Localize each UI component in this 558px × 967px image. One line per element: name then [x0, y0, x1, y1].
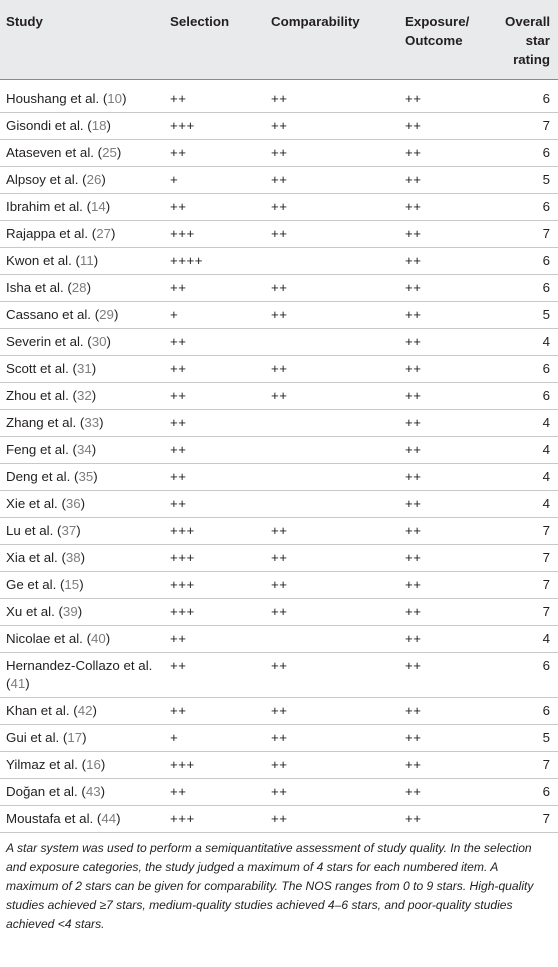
comparability-stars — [265, 464, 399, 491]
overall-rating: 6 — [499, 698, 558, 725]
comparability-stars: ++ — [265, 383, 399, 410]
table-row — [0, 599, 558, 626]
ref-paren-open: ( — [59, 730, 68, 745]
comparability-stars: ++ — [265, 194, 399, 221]
comparability-stars — [265, 626, 399, 653]
ref-paren-open: ( — [88, 226, 97, 241]
ref-paren-open: ( — [82, 199, 91, 214]
study-name: Moustafa et al. — [6, 811, 94, 826]
selection-stars: ++ — [164, 410, 265, 437]
overall-rating: 7 — [499, 545, 558, 572]
ref-paren-close: ) — [91, 361, 97, 376]
table-row — [0, 302, 558, 329]
study-cell — [0, 194, 164, 221]
overall-rating: 7 — [499, 518, 558, 545]
reference-link[interactable]: 33 — [84, 415, 100, 430]
ref-paren-open: ( — [78, 172, 87, 187]
table-row — [0, 626, 558, 653]
comparability-stars: ++ — [265, 725, 399, 752]
overall-rating: 7 — [499, 113, 558, 140]
ref-paren-close: ) — [77, 604, 83, 619]
exposure-outcome-stars: ++ — [399, 725, 499, 752]
study-cell — [0, 626, 164, 653]
reference-link[interactable]: 29 — [99, 307, 114, 322]
selection-stars: +++ — [164, 752, 265, 779]
selection-stars: ++ — [164, 464, 265, 491]
comparability-stars: ++ — [265, 698, 399, 725]
reference-link[interactable]: 27 — [96, 226, 111, 241]
selection-stars: ++ — [164, 329, 265, 356]
selection-stars: +++ — [164, 806, 265, 833]
overall-rating: 5 — [499, 725, 558, 752]
exposure-outcome-stars: ++ — [399, 437, 499, 464]
study-cell — [0, 464, 164, 491]
ref-paren-open: ( — [57, 550, 66, 565]
ref-paren-close: ) — [79, 577, 84, 592]
ref-paren-open: ( — [77, 757, 87, 772]
comparability-stars: ++ — [265, 779, 399, 806]
ref-paren-close: ) — [116, 145, 122, 160]
study-cell — [0, 275, 164, 302]
exposure-outcome-stars: ++ — [399, 545, 499, 572]
selection-stars: + — [164, 302, 265, 329]
exposure-outcome-stars: ++ — [399, 302, 499, 329]
ref-paren-open: ( — [91, 307, 100, 322]
reference-link[interactable]: 35 — [78, 469, 94, 484]
selection-stars: +++ — [164, 518, 265, 545]
table-row — [0, 221, 558, 248]
exposure-outcome-stars: ++ — [399, 806, 499, 833]
ref-paren-open: ( — [54, 604, 63, 619]
ref-paren-open: ( — [71, 253, 80, 268]
table-row — [0, 329, 558, 356]
selection-stars: ++ — [164, 653, 265, 698]
ref-paren-close: ) — [91, 388, 97, 403]
comparability-stars: ++ — [265, 518, 399, 545]
table-row — [0, 410, 558, 437]
reference-link[interactable]: 10 — [107, 91, 123, 106]
study-name: Zhang et al. — [6, 415, 77, 430]
ref-paren-open: ( — [63, 280, 72, 295]
study-cell — [0, 725, 164, 752]
reference-link[interactable]: 26 — [86, 172, 102, 187]
selection-stars: ++ — [164, 383, 265, 410]
exposure-outcome-stars: ++ — [399, 752, 499, 779]
ref-paren-close: ) — [76, 523, 81, 538]
reference-link[interactable]: 37 — [61, 523, 77, 538]
comparability-stars: ++ — [265, 275, 399, 302]
exposure-outcome-stars: ++ — [399, 167, 499, 194]
table-row — [0, 806, 558, 833]
comparability-stars: ++ — [265, 80, 399, 113]
selection-stars: ++ — [164, 275, 265, 302]
reference-link[interactable]: 43 — [85, 784, 101, 799]
study-name: Ge et al. — [6, 577, 57, 592]
ref-paren-open: ( — [83, 118, 92, 133]
exposure-outcome-stars: ++ — [399, 248, 499, 275]
study-cell — [0, 248, 164, 275]
selection-stars: +++ — [164, 572, 265, 599]
study-name: Scott et al. — [6, 361, 69, 376]
selection-stars: ++ — [164, 140, 265, 167]
study-name: Xie et al. — [6, 496, 58, 511]
reference-link[interactable]: 44 — [101, 811, 117, 826]
selection-stars: + — [164, 725, 265, 752]
study-cell — [0, 140, 164, 167]
study-cell — [0, 113, 164, 140]
ref-paren-close: ) — [82, 730, 87, 745]
comparability-stars: ++ — [265, 806, 399, 833]
table-row — [0, 140, 558, 167]
comparability-stars: ++ — [265, 221, 399, 248]
overall-rating: 6 — [499, 383, 558, 410]
reference-link[interactable]: 32 — [76, 388, 92, 403]
exposure-outcome-stars: ++ — [399, 653, 499, 698]
study-name: Yilmaz et al. — [6, 757, 78, 772]
selection-stars: +++ — [164, 221, 265, 248]
ref-paren-close: ) — [110, 226, 116, 241]
exposure-outcome-stars: ++ — [399, 464, 499, 491]
ref-paren-open: ( — [57, 496, 66, 511]
reference-link[interactable]: 36 — [65, 496, 81, 511]
comparability-stars: ++ — [265, 302, 399, 329]
selection-stars: ++ — [164, 356, 265, 383]
study-name: Cassano et al. — [6, 307, 92, 322]
overall-rating: 4 — [499, 437, 558, 464]
study-name: Deng et al. — [6, 469, 71, 484]
ref-paren-close: ) — [116, 811, 121, 826]
overall-rating: 6 — [499, 653, 558, 698]
ref-paren-close: ) — [122, 91, 127, 106]
comparability-stars: ++ — [265, 599, 399, 626]
overall-rating: 4 — [499, 491, 558, 518]
ref-paren-close: ) — [80, 496, 86, 511]
header-overall-rating: Overall star rating — [499, 0, 558, 80]
exposure-outcome-stars: ++ — [399, 572, 499, 599]
reference-link[interactable]: 38 — [65, 550, 81, 565]
overall-rating: 7 — [499, 599, 558, 626]
header-row — [0, 0, 558, 80]
table-row — [0, 752, 558, 779]
overall-rating: 5 — [499, 302, 558, 329]
comparability-stars: ++ — [265, 572, 399, 599]
ref-paren-close: ) — [86, 280, 92, 295]
selection-stars: ++ — [164, 437, 265, 464]
ref-paren-close: ) — [99, 415, 104, 430]
reference-link[interactable]: 39 — [62, 604, 78, 619]
comparability-stars: ++ — [265, 545, 399, 572]
table-row — [0, 572, 558, 599]
exposure-outcome-stars: ++ — [399, 113, 499, 140]
ref-paren-close: ) — [91, 442, 97, 457]
study-cell — [0, 806, 164, 833]
reference-link[interactable]: 17 — [67, 730, 83, 745]
exposure-outcome-stars: ++ — [399, 491, 499, 518]
study-cell — [0, 491, 164, 518]
reference-link[interactable]: 18 — [91, 118, 107, 133]
ref-paren-open: ( — [83, 334, 92, 349]
study-name: Houshang et al. — [6, 91, 100, 106]
exposure-outcome-stars: ++ — [399, 80, 499, 113]
overall-rating: 7 — [499, 752, 558, 779]
ref-paren-close: ) — [93, 253, 99, 268]
study-cell — [0, 779, 164, 806]
table-row — [0, 356, 558, 383]
study-cell — [0, 302, 164, 329]
ref-paren-open: ( — [93, 811, 102, 826]
study-name: Alpsoy et al. — [6, 172, 79, 187]
ref-paren-close: ) — [106, 334, 111, 349]
exposure-outcome-stars: ++ — [399, 194, 499, 221]
selection-stars: ++ — [164, 698, 265, 725]
ref-paren-open: ( — [93, 145, 103, 160]
comparability-stars — [265, 329, 399, 356]
table-row — [0, 194, 558, 221]
ref-paren-open: ( — [6, 676, 11, 691]
ref-paren-open: ( — [99, 91, 108, 106]
ref-paren-close: ) — [92, 703, 97, 718]
reference-link[interactable]: 42 — [77, 703, 93, 718]
comparability-stars: ++ — [265, 113, 399, 140]
overall-rating: 6 — [499, 80, 558, 113]
study-cell — [0, 698, 164, 725]
study-name: Xia et al. — [6, 550, 58, 565]
exposure-outcome-stars: ++ — [399, 626, 499, 653]
table-row — [0, 383, 558, 410]
comparability-stars — [265, 491, 399, 518]
exposure-outcome-stars: ++ — [399, 356, 499, 383]
selection-stars: ++ — [164, 194, 265, 221]
table-row — [0, 80, 558, 113]
selection-stars: ++ — [164, 491, 265, 518]
exposure-outcome-stars: ++ — [399, 698, 499, 725]
study-name: Zhou et al. — [6, 388, 69, 403]
selection-stars: +++ — [164, 545, 265, 572]
study-cell — [0, 752, 164, 779]
exposure-outcome-stars: ++ — [399, 329, 499, 356]
reference-link[interactable]: 16 — [86, 757, 101, 772]
exposure-outcome-stars: ++ — [399, 779, 499, 806]
overall-rating: 6 — [499, 275, 558, 302]
reference-link[interactable]: 40 — [91, 631, 106, 646]
ref-paren-open: ( — [77, 784, 86, 799]
study-name: Severin et al. — [6, 334, 84, 349]
selection-stars: +++ — [164, 599, 265, 626]
ref-paren-close: ) — [93, 469, 98, 484]
table-row — [0, 653, 558, 698]
study-name: Gui et al. — [6, 730, 60, 745]
study-cell — [0, 545, 164, 572]
header-exposure-outcome: Exposure/ Outcome — [399, 0, 499, 80]
ref-paren-close: ) — [25, 676, 30, 691]
table-footnote: A star system was used to perform a semiquantitative assessment of study quality. In the selection and exposure categories, the study judged a maximum of 4 stars for each numbered item. A maximum of 2 stars can be given for comparability. The NOS ranges from 0 to 9 stars. High-quality studies achieved ≥7 stars, medium-quality studies achieved 4–6 stars, and poor-quality studies achieved <4 stars. — [6, 841, 534, 931]
reference-link[interactable]: 25 — [102, 145, 117, 160]
study-name: Xu et al. — [6, 604, 55, 619]
selection-stars: + — [164, 167, 265, 194]
ref-paren-open: ( — [68, 361, 77, 376]
selection-stars: ++ — [164, 80, 265, 113]
header-comparability: Comparability — [265, 0, 399, 80]
table-row — [0, 248, 558, 275]
comparability-stars: ++ — [265, 653, 399, 698]
reference-link[interactable]: 11 — [79, 253, 94, 268]
exposure-outcome-stars: ++ — [399, 599, 499, 626]
selection-stars: ++ — [164, 779, 265, 806]
reference-link[interactable]: 31 — [76, 361, 92, 376]
overall-rating: 6 — [499, 779, 558, 806]
study-cell — [0, 221, 164, 248]
table-row — [0, 167, 558, 194]
table-row — [0, 275, 558, 302]
exposure-outcome-stars: ++ — [399, 410, 499, 437]
study-cell — [0, 572, 164, 599]
selection-stars: ++++ — [164, 248, 265, 275]
overall-rating: 4 — [499, 410, 558, 437]
table-row — [0, 545, 558, 572]
overall-rating: 7 — [499, 572, 558, 599]
ref-paren-open: ( — [68, 388, 77, 403]
study-name: Lu et al. — [6, 523, 54, 538]
reference-link[interactable]: 30 — [91, 334, 107, 349]
table-row — [0, 725, 558, 752]
comparability-stars — [265, 248, 399, 275]
selection-stars: ++ — [164, 626, 265, 653]
study-cell — [0, 383, 164, 410]
overall-rating: 6 — [499, 248, 558, 275]
ref-paren-open: ( — [53, 523, 62, 538]
ref-paren-open: ( — [82, 631, 91, 646]
overall-rating: 6 — [499, 140, 558, 167]
exposure-outcome-stars: ++ — [399, 221, 499, 248]
comparability-stars: ++ — [265, 752, 399, 779]
table-row — [0, 113, 558, 140]
table-row — [0, 698, 558, 725]
study-name: Feng et al. — [6, 442, 69, 457]
ref-paren-close: ) — [80, 550, 86, 565]
ref-paren-open: ( — [68, 442, 77, 457]
comparability-stars: ++ — [265, 356, 399, 383]
overall-rating: 7 — [499, 806, 558, 833]
study-name: Isha et al. — [6, 280, 64, 295]
study-name: Ataseven et al. — [6, 145, 94, 160]
table-row — [0, 437, 558, 464]
table-row — [0, 518, 558, 545]
overall-rating: 4 — [499, 626, 558, 653]
ref-paren-close: ) — [100, 757, 106, 772]
ref-paren-open: ( — [56, 577, 65, 592]
exposure-outcome-stars: ++ — [399, 383, 499, 410]
study-cell — [0, 356, 164, 383]
ref-paren-close: ) — [101, 172, 106, 187]
exposure-outcome-stars: ++ — [399, 518, 499, 545]
study-name: Ibrahim et al. — [6, 199, 83, 214]
comparability-stars: ++ — [265, 167, 399, 194]
reference-link[interactable]: 15 — [64, 577, 80, 592]
header-study: Study — [0, 0, 164, 80]
comparability-stars: ++ — [265, 140, 399, 167]
study-cell — [0, 518, 164, 545]
study-name: Gisondi et al. — [6, 118, 84, 133]
ref-paren-open: ( — [70, 469, 79, 484]
reference-link[interactable]: 14 — [91, 199, 106, 214]
overall-rating: 7 — [499, 221, 558, 248]
ref-paren-close: ) — [106, 118, 111, 133]
reference-link[interactable]: 28 — [71, 280, 87, 295]
ref-paren-close: ) — [105, 199, 111, 214]
study-name: Nicolae et al. — [6, 631, 83, 646]
selection-stars: +++ — [164, 113, 265, 140]
study-name: Hernandez-Collazo et al. — [6, 658, 153, 673]
exposure-outcome-stars: ++ — [399, 275, 499, 302]
study-name: Doğan et al. — [6, 784, 78, 799]
reference-link[interactable]: 41 — [10, 676, 26, 691]
study-name: Kwon et al. — [6, 253, 72, 268]
study-cell — [0, 410, 164, 437]
comparability-stars — [265, 437, 399, 464]
table-row — [0, 779, 558, 806]
study-name: Khan et al. — [6, 703, 70, 718]
header-selection: Selection — [164, 0, 265, 80]
reference-link[interactable]: 34 — [76, 442, 92, 457]
ref-paren-close: ) — [105, 631, 111, 646]
study-cell — [0, 599, 164, 626]
study-cell — [0, 329, 164, 356]
study-cell — [0, 437, 164, 464]
overall-rating: 5 — [499, 167, 558, 194]
overall-rating: 6 — [499, 356, 558, 383]
ref-paren-close: ) — [100, 784, 106, 799]
ref-paren-close: ) — [113, 307, 119, 322]
exposure-outcome-stars: ++ — [399, 140, 499, 167]
comparability-stars — [265, 410, 399, 437]
overall-rating: 4 — [499, 329, 558, 356]
table-row — [0, 464, 558, 491]
overall-rating: 6 — [499, 194, 558, 221]
table-row — [0, 491, 558, 518]
overall-rating: 4 — [499, 464, 558, 491]
study-cell — [0, 653, 164, 698]
study-name: Rajappa et al. — [6, 226, 89, 241]
study-cell — [0, 167, 164, 194]
ref-paren-open: ( — [69, 703, 78, 718]
study-cell — [0, 80, 164, 113]
ref-paren-open: ( — [76, 415, 85, 430]
